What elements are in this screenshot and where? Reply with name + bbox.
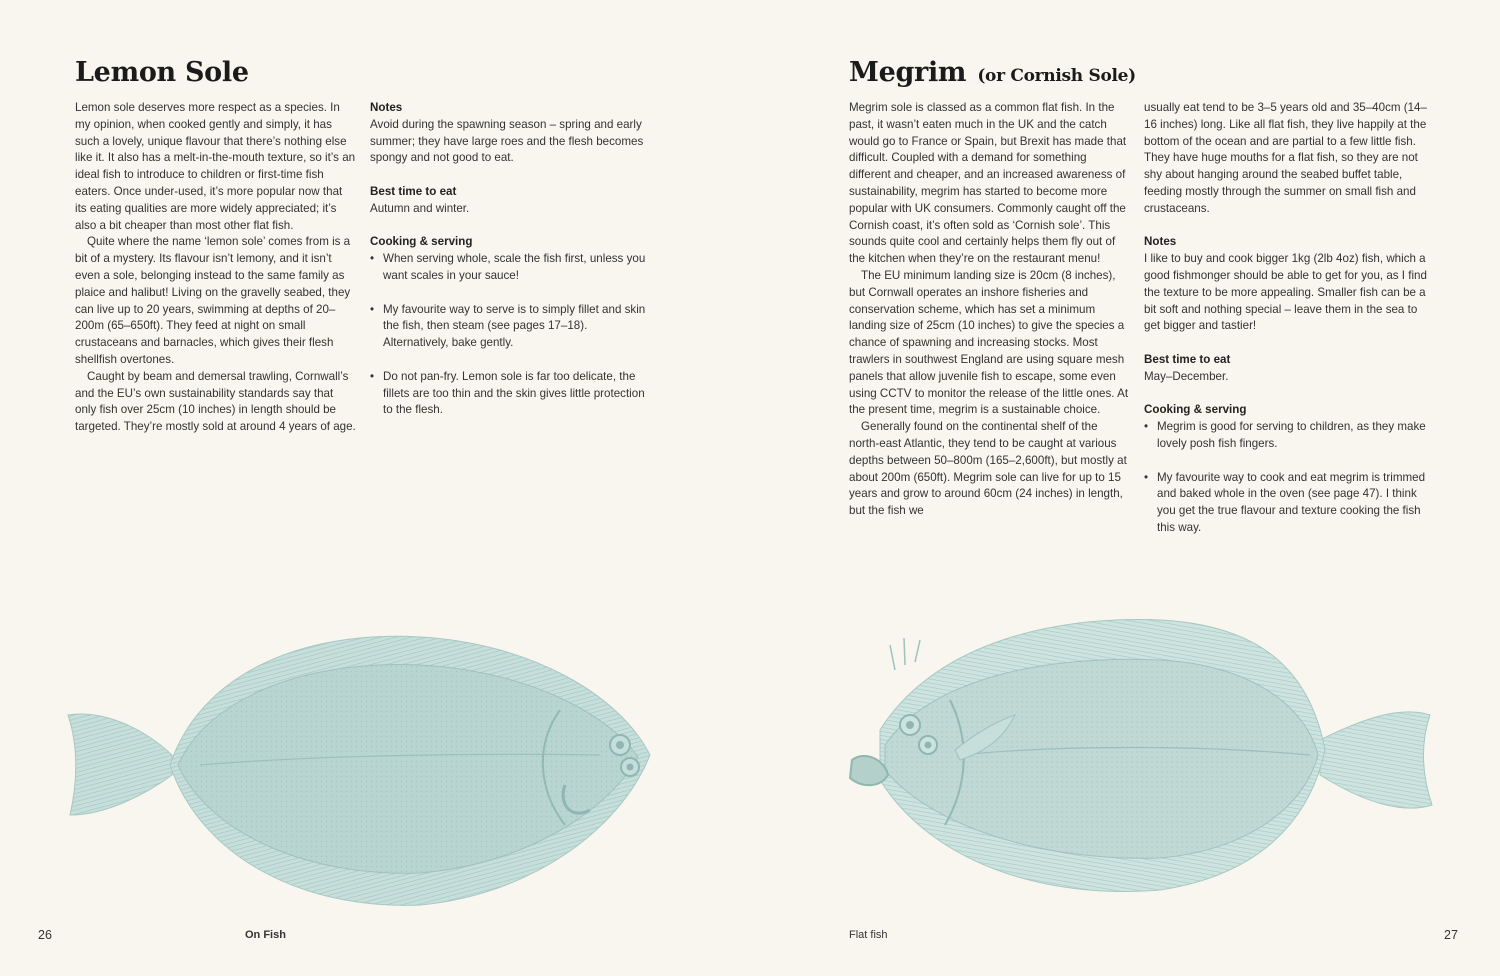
- right-page: [750, 0, 1500, 976]
- megrim-info-column: [1144, 100, 1430, 537]
- lemon-sole-cooking-list: [370, 251, 654, 419]
- megrim-cooking-item: • Megrim is good for serving to children, as they make lovely posh fish fingers.: [1144, 419, 1430, 453]
- lemon-sole-notes-heading: Notes: [370, 101, 403, 114]
- megrim-best-time-heading: Best time to eat: [1144, 352, 1231, 366]
- megrim-best-time-text: May–December.: [1144, 369, 1229, 383]
- megrim-cooking-item: • My favourite way to cook and eat megrim is trimmed and baked whole in the oven (see page 47). I think you get the true flavour and texture cooking the fish this way.: [1144, 470, 1430, 537]
- megrim-notes-text: I like to buy and cook bigger 1kg (2lb 4oz) fish, which a good fishmonger should be able to get for you, as I find the texture to be more appealing. Smaller fish can be a bit soft and nothing special – leave them in the sea to get bigger and tastier!: [1144, 252, 1427, 333]
- lemon-sole-cooking-item: • Do not pan-fry. Lemon sole is far too delicate, the fillets are too thin and the skin gives little protection to the flesh.: [370, 369, 654, 419]
- lemon-sole-cooking-item: • When serving whole, scale the fish first, unless you want scales in your sauce!: [370, 251, 654, 285]
- page-number-left: 26: [38, 928, 52, 942]
- lemon-sole-best-time-text: Autumn and winter.: [370, 201, 470, 215]
- lemon-sole-paragraph-2: Quite where the name ‘lemon sole’ comes from is a bit of a mystery. Its flavour isn’t lemony, and it isn’t even a sole, belonging instead to the same family as plaice and halibut! Living on the gravelly seabed, they can live up to 20 years, swimming at depths of 20–200m (65–650ft). They feed at night on small crustaceans and barnacles, which gives their flesh shellfish overtones.: [75, 235, 351, 366]
- megrim-notes-heading: Notes: [1144, 235, 1177, 249]
- running-head-right: Flat fish: [849, 929, 888, 941]
- megrim-title: [849, 57, 1136, 88]
- lemon-sole-info-column: [370, 100, 654, 419]
- lemon-sole-best-time-heading: Best time to eat: [370, 184, 457, 198]
- lemon-sole-illustration: [60, 615, 660, 915]
- lemon-sole-paragraph-3: Caught by beam and demersal trawling, Cornwall’s and the EU’s own sustainability standards say that only fish over 25cm (10 inches) in length should be targeted. They’re mostly sold at around 4 years of age.: [75, 369, 356, 434]
- lemon-sole-paragraph-1: Lemon sole deserves more respect as a species. In my opinion, when cooked gently and simply, it has such a lovely, unique flavour that there’s nothing else like it. It also has a melt-in-the-mouth texture, so it’s an ideal fish to introduce to children or first-time fish eaters. Once under-used, it’s more popular now that its eating qualities are more widely appreciated; it’s also a bit cheaper than most other flat fish.: [75, 101, 356, 232]
- megrim-continued-text: usually eat tend to be 3–5 years old and 35–40cm (14–16 inches) long. Like all flat fish, they live happily at the bottom of the ocean and are partial to a few little fish. They have huge mouths for a flat fish, so they are not shy about hanging around the seabed buffet table, feeding mostly through the summer on small fish and crustaceans.: [1144, 101, 1427, 215]
- page-number-right: 27: [1444, 928, 1458, 942]
- megrim-title-main: Megrim: [849, 57, 967, 88]
- megrim-paragraph-1: Megrim sole is classed as a common flat fish. In the past, it wasn’t eaten much in the UK and the catch would go to France or Spain, but Brexit has made that difficult. Coupled with a demand for something different and cheaper, and an increased awareness of sustainability, megrim has started to become more popular with UK consumers. Commonly caught off the Cornish coast, it’s often sold as ‘Cornish sole’. This sounds quite cool and certainly helps them fly out of the kitchen when they’re on the restaurant menu!: [849, 101, 1127, 266]
- megrim-cooking-heading: Cooking & serving: [1144, 403, 1247, 417]
- lemon-sole-notes-text: Avoid during the spawning season – spring and early summer; they have large roes and the flesh becomes spongy and not good to eat.: [370, 117, 644, 165]
- megrim-paragraph-2: The EU minimum landing size is 20cm (8 inches), but Cornwall operates an inshore fisheries and conservation scheme, which has set a minimum landing size of 25cm (10 inches) to give the species a chance of spawning and increasing stocks. Most trawlers in southwest England are using square mesh panels that allow juvenile fish to escape, some even using CCTV to monitor the release of the little ones. At the present time, megrim is a sustainable choice.: [849, 268, 1129, 417]
- megrim-paragraph-3: Generally found on the continental shelf of the north-east Atlantic, they tend to be caught at various depths between 50–800m (165–2,600ft), but mostly at about 200m (650ft). Megrim sole can live for up to 15 years and grow to around 60cm (24 inches) in length, but the fish we: [849, 420, 1127, 518]
- lemon-sole-cooking-heading: Cooking & serving: [370, 235, 473, 249]
- megrim-cooking-list: [1144, 419, 1430, 537]
- megrim-illustration: [840, 610, 1440, 910]
- lemon-sole-title: Lemon Sole: [75, 57, 249, 88]
- lemon-sole-cooking-item: • My favourite way to serve is to simply fillet and skin the fish, then steam (see pages 17–18). Alternatively, bake gently.: [370, 302, 654, 352]
- megrim-title-sub: (or Cornish Sole): [977, 66, 1136, 86]
- lemon-sole-intro-column: [75, 100, 357, 436]
- running-head-left: On Fish: [245, 929, 286, 941]
- megrim-intro-column: [849, 100, 1131, 520]
